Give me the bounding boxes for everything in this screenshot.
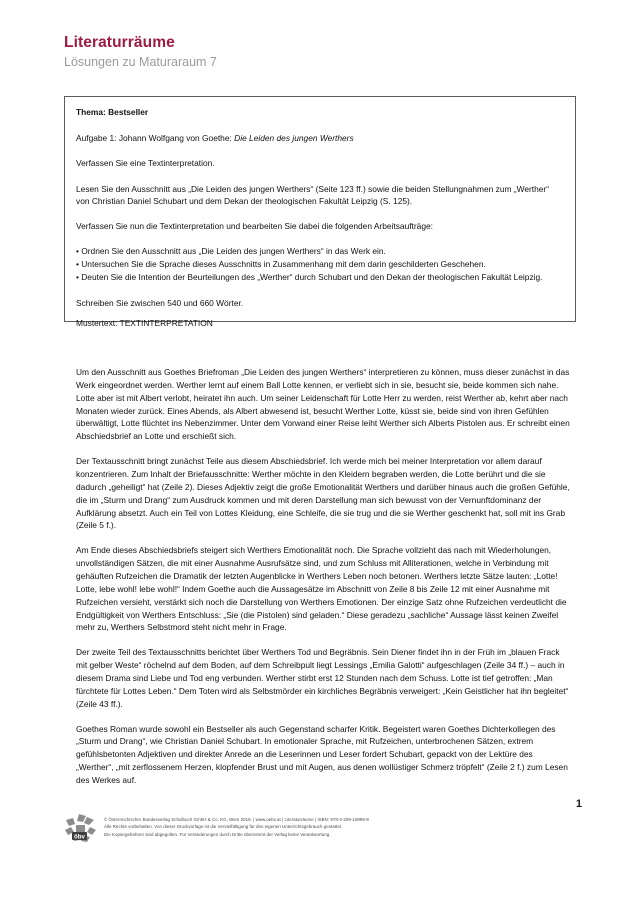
page-subtitle: Lösungen zu Maturaraum 7 — [64, 55, 217, 70]
footer-copyright — [104, 812, 369, 838]
page-number: 1 — [575, 798, 582, 810]
body-paragraph: Um den Ausschnitt aus Goethes Briefroman „Die Leiden des jungen Werthers“ interpretieren zu können, muss dieser zunächst in das Werk eingeordnet werden. Werther lernt auf einem Ball Lotte kennen, er verliebt sich in sie, besucht sie, beide kommen sich nahe. Lotte aber ist mit Albert verlobt, heiratet ihn auch. Um seiner Leidenschaft für Lotte Herr zu werden, reist Werther ab, kehrt aber nach Monaten wieder zurück. Eines Abends, als Albert abwesend ist, besucht Werther Lotte, küsst sie, beide sind von ihren Gefühlen überwältigt, Lotte flüchtet ins Nebenzimmer. Unter dem Vorwand einer Reise leiht Werther sich Alberts Pistolen aus. Er schreibt einen Abschiedsbrief an Lotte und erschießt sich. — [76, 367, 570, 442]
footer-line-rights: Alle Rechte vorbehalten. Von dieser Druckvorlage ist die Vervielfältigung für den eigenen Unterrichtsgebrauch gestattet. — [104, 824, 343, 830]
task-assignment-prefix: Aufgabe 1: Johann Wolfgang von Goethe: — [76, 133, 235, 144]
body-paragraph: Der zweite Teil des Textausschnitts berichtet über Werthers Tod und Begräbnis. Sein Diener findet ihn in der Früh im „blauen Frack mit gelber Weste“ röchelnd auf dem Boden, auf dem Schreibpult liegt Lessings „Emilia Galotti“ aufgeschlagen (Zeile 34 ff.) – auch in diesem Drama sind Liebe und Tod eng verbunden. Werther stirbt erst 12 Stunden nach dem Schuss. Lotte ist tief getroffen: „Man fürchtete für Lottes Leben.“ Dem Toten wird als Selbstmörder ein kirchliches Begräbnis verweigert: „Kein Geistlicher hat ihn begleitet“ (Zeile 43 ff.). — [76, 647, 569, 709]
task-bullet-item: • Ordnen Sie den Ausschnitt aus „Die Leiden des jungen Werthers“ in das Werk ein. — [76, 246, 386, 257]
task-bullet-item: • Deuten Sie die Intention der Beurteilungen des „Werther“ durch Schubart und den Dekan der theologischen Fakultät Leipzig. — [76, 272, 543, 283]
task-assignment-work-title: Die Leiden des jungen Werthers — [234, 133, 354, 144]
page-footer — [64, 812, 576, 843]
task-word-count: Schreiben Sie zwischen 540 und 660 Wörter. — [76, 298, 244, 309]
body-paragraph: Goethes Roman wurde sowohl ein Bestseller als auch Gegenstand scharfer Kritik. Begeistert waren Goethes Dichterkollegen des „Sturm und Drang“, wie Christian Daniel Schubart. In emotionaler Sprache, mit Rufzeichen, unterbrochenen Sätzen, extrem gefühlsbetonten Adjektiven und direkter Anrede an die Leserinnen und Leser fordert Schubart, gepackt von der Lektüre des „Werther“, „mit zerflossenem Herzen, klopfender Brust und mit Augen, aus denen wollüstiger Schmerz tröpfelt“ (Zeile 2 f.) zum Lesen des Werkes auf. — [76, 723, 568, 786]
page-title: Literaturräume — [64, 34, 175, 51]
sample-text-label: Mustertext: TEXTINTERPRETATION — [76, 318, 213, 328]
task-instruction-3: Verfassen Sie nun die Textinterpretation und bearbeiten Sie dabei die folgenden Arbeitsaufträge: — [76, 220, 433, 231]
task-bullet-list — [76, 245, 564, 284]
task-assignment — [76, 132, 564, 144]
task-box — [64, 96, 576, 322]
task-bullet-item: • Untersuchen Sie die Sprache dieses Ausschnitts in Zusammenhang mit dem darin geschilderten Geschehen. — [76, 259, 486, 270]
body-text — [76, 366, 570, 799]
task-instruction-2: Lesen Sie den Ausschnitt aus „Die Leiden des jungen Werthers“ (Seite 123 ff.) sowie die beiden Stellungnahmen zum „Werther“ von Christian Daniel Schubart und dem Dekan der theologischen Fakultät Leipzig (S. 125). — [76, 183, 549, 206]
body-paragraph: Der Textausschnitt bringt zunächst Teile aus diesem Abschiedsbrief. Ich werde mich bei meiner Interpretation vor allem darauf konzentrieren. Zum Inhalt der Briefausschnitte: Werther möchte in den Kleidern begraben werden, die Lotte berührt und die sie dadurch „geheiligt“ hat (Zeile 2). Dieses Adjektiv zeigt die große Emotionalität Werthers und darüber hinaus auch die großen Gefühle, die im „Sturm und Drang“ zum Ausdruck kommen und mit deren Darstellung man sich bewusst von der Vernunftdominanz der Aufklärung absetzt. Auch ein Teil von Lottes Kleidung, eine Schleife, die sie trug und die sie Werther geschenkt hat, soll mit ins Grab (Zeile 5 f.). — [76, 456, 570, 531]
footer-line-copyright: © Österreichischer Bundesverlag Schulbuch GmbH & Co. KG, Wien 2019. | www.oebv.at | Literaturräume | ISBN: 978-3-209-10899-9 — [104, 817, 369, 822]
page-header — [64, 33, 584, 71]
footer-line-fees: Die Kopiergebühren sind abgegolten. Für Veränderungen durch Dritte übernimmt der Verlag keine Verantwortung. — [104, 831, 331, 837]
oebv-logo-icon — [64, 813, 98, 843]
task-instruction-1: Verfassen Sie eine Textinterpretation. — [76, 158, 215, 169]
task-topic: Thema: Bestseller — [76, 107, 149, 117]
body-paragraph: Am Ende dieses Abschiedsbriefs steigert sich Werthers Emotionalität noch. Die Sprache vollzieht das nach mit Wiederholungen, unvollständigen Sätzen, die mit einer Ausnahme Ausrufsätze sind, und zum Schluss mit Alliterationen, welche in Verbindung mit gehäuften Rufzeichen die Dramatik der letzten Augenblicke in Werthers Leben noch betonen. Werthers letzte Sätze lauten: „Lotte! Lotte, lebe wohl! lebe wohl!“ Indem Goethe auch die Aussagesätze im Abschnitt von Zeile 8 bis Zeile 12 mit einer Ausnahme mit Rufzeichen versieht, verstärkt sich noch die Darstellung von Werthers Emotionen. Der einzige Satz ohne Rufzeichen verdeutlicht die Endgültigkeit von Werthers Entschluss: „Sie (die Pistolen) sind geladen.“ Diese geradezu „sachliche“ Aussage lässt keinen Zweifel mehr zu, Werthers Selbstmord steht nicht mehr in Frage. — [76, 545, 567, 633]
svg-text:öbv: öbv — [73, 833, 86, 841]
